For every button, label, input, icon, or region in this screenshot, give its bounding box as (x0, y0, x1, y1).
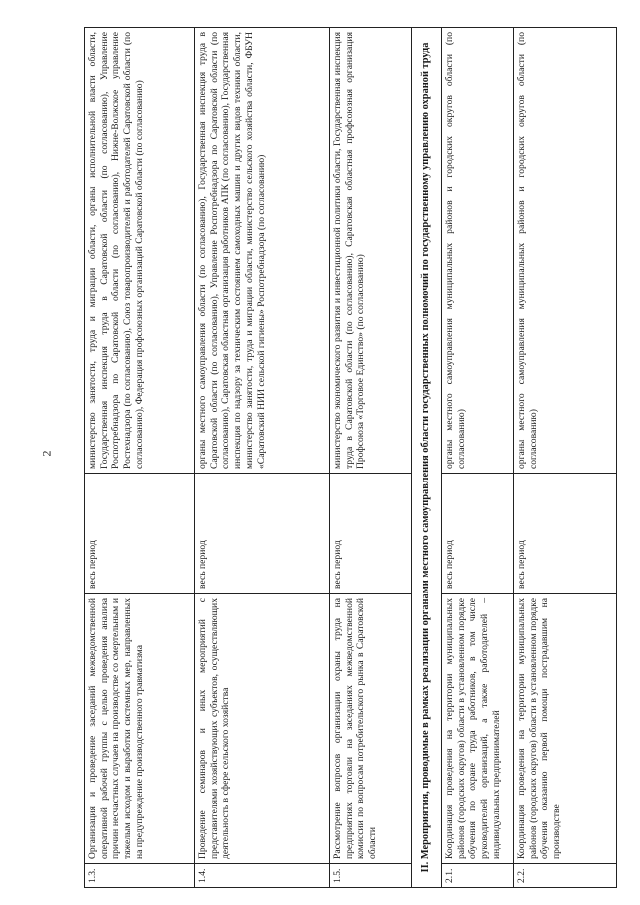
table-row (85, 28, 195, 888)
period-cell: весь период (514, 474, 617, 594)
table-row (195, 28, 330, 888)
period-cell: весь период (442, 474, 514, 594)
executors-cell: органы местного самоуправления области (по согласованию), Государственная инспекция труда в Саратовской области (по согласованию), Управление Роспотребнадзора по Саратовской области (по согласованию), Саратовская областная организация работников АПК (по согласованию), Государственная инспекция по надзору за техническим состоянием самоходных машин и других видов техники области, министерство занятости, труда и миграции области, министерство сельского хозяйства области, ФБУН «Саратовский НИИ сельской гигиены» Роспотребнадзора (по согласованию) (195, 28, 330, 474)
section-heading-row (412, 28, 442, 888)
table-row (514, 28, 617, 888)
period-cell: весь период (195, 474, 330, 594)
row-number: 1.3. (85, 864, 195, 888)
event-cell: Проведение семинаров и иных мероприятий с представителями хозяйствующих субъектов, осуществляющих деятельность в сфере сельского хозяйства (195, 594, 330, 864)
executors-cell: министерство занятости, труда и миграции области, органы исполнительной власти области, Государственная инспекция труда в Саратовской области (по согласованию), Управление Роспотребнадзора по Саратовской области (по согласованию), Нижне-Волжское управление Ростехнадзора (по согласованию), Союз товаропроизводителей и работодателей Саратовской области (по согласованию), Федерация профсоюзных организаций Саратовской области (по согласованию) (85, 28, 195, 474)
event-cell: Рассмотрение вопросов организации охраны труда на предприятиях торговли на заседаниях межведомственной комиссии по вопросам потребительского рынка в Саратовской области (330, 594, 412, 864)
row-number: 2.1. (442, 864, 514, 888)
executors-cell: органы местного самоуправления муниципальных районов и городских округов области (по согласованию) (442, 28, 514, 474)
table-row (442, 28, 514, 888)
event-cell: Организация и проведение заседаний межведомственной оперативной рабочей группы с целью проведения анализа причин несчастных случаев на производстве со смертельным и тяжелым исходом и выработки системных мер, направленных на предупреждение производственного травматизма (85, 594, 195, 864)
page-number: 2 (39, 450, 54, 457)
section-title: II. Мероприятия, проводимые в рамках реализации органами местного самоуправления области государственных полномочий по государственному управлению охраной труда (412, 28, 442, 888)
event-cell: Координация проведения на территории муниципальных районов (городских округов) области в установленном порядке обучения оказанию первой помощи пострадавшим на производстве (514, 594, 617, 864)
executors-cell: органы местного самоуправления муниципальных районов и городских округов области (по согласованию) (514, 28, 617, 474)
rotated-page (84, 28, 616, 888)
executors-cell: министерство экономического развития и инвестиционной политики области, Государственная инспекция труда в Саратовской области (по согласованию), Саратовская областная профсоюзная организация Профсоюза «Торговое Единство» (по согласованию) (330, 28, 412, 474)
row-number: 2.2. (514, 864, 617, 888)
event-cell: Координация проведения на территории муниципальных районов (городских округов) области в установленном порядке обучения по охране труда работников, в том числе руководителей организаций, а также работодателей – индивидуальных предпринимателей (442, 594, 514, 864)
period-cell: весь период (330, 474, 412, 594)
row-number: 1.4. (195, 864, 330, 888)
table-row (330, 28, 412, 888)
period-cell: весь период (85, 474, 195, 594)
action-plan-table (84, 27, 617, 888)
row-number: 1.5. (330, 864, 412, 888)
